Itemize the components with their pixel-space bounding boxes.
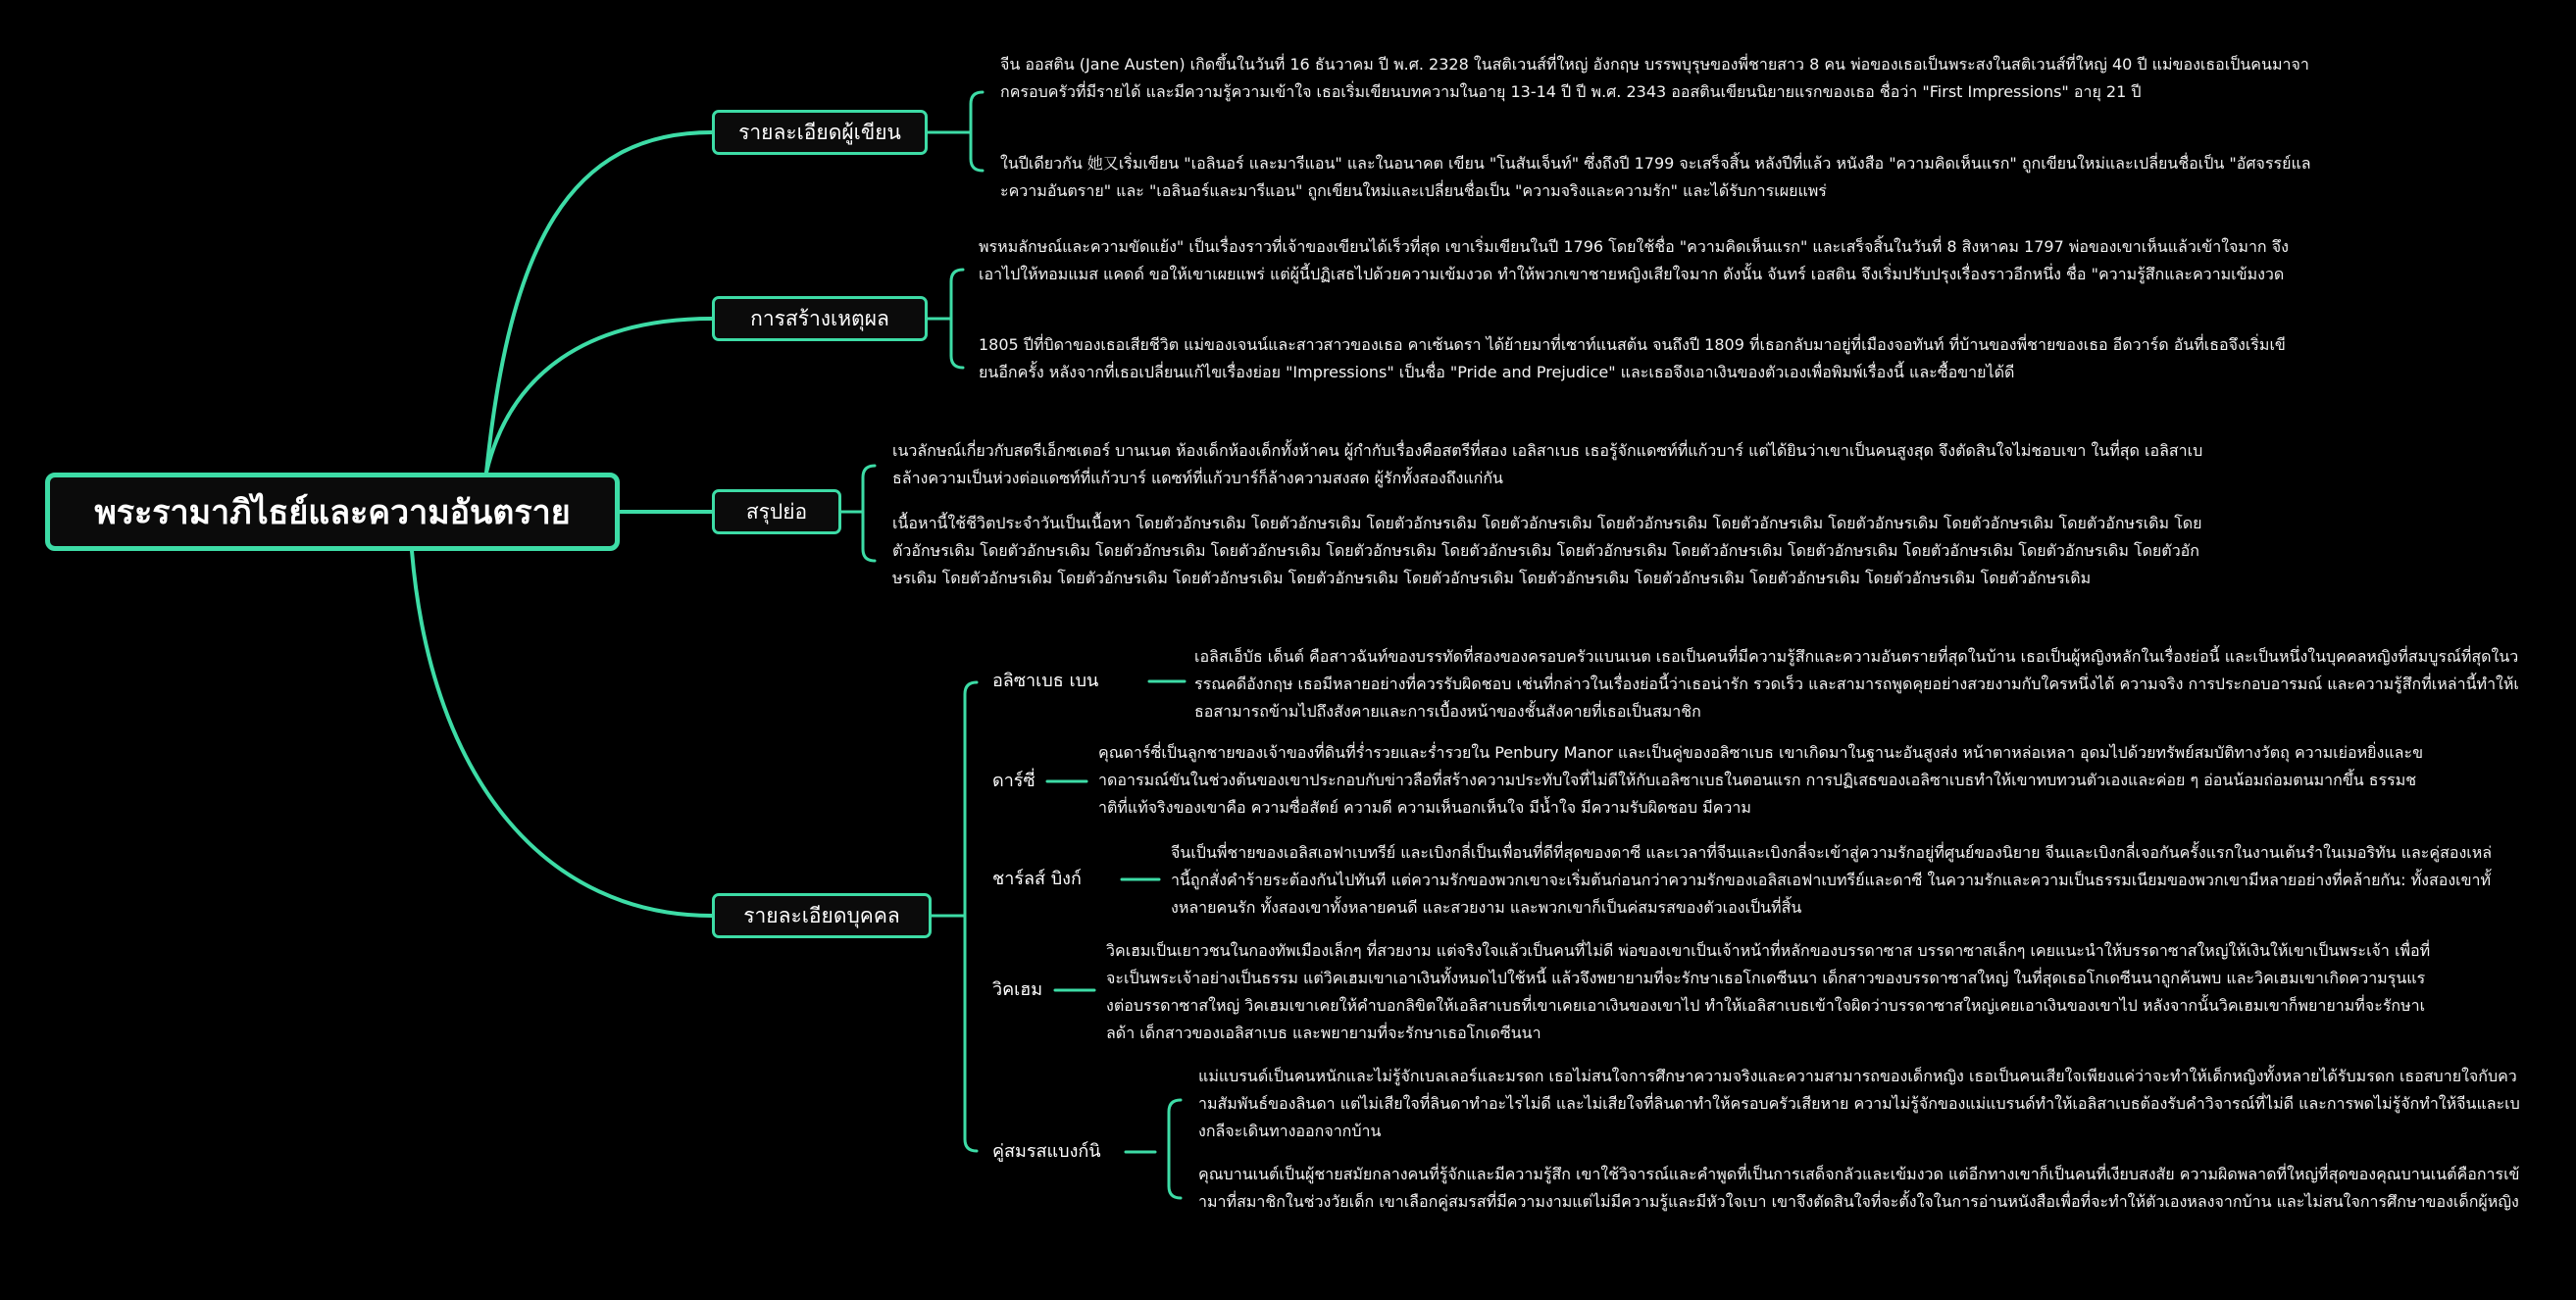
connector-3 — [412, 551, 712, 916]
elizabeth-paragraph: เอลิสเอ็บัธ เด็นต์ คือสาวฉันท์ของบรรทัดที่สองของครอบครัวแบนเนต เธอเป็นคนที่มีความรู้สึกและความอันตรายที่สุดในบ้าน เธอเป็นผู้หญิงหลักในเรื่องย่อนี้ และเป็นหนึ่งในบุคคลหญิงที่สมบูรณ์ที่สุดในวรรณคดีอังกฤษ เธอมีหลายอย่างที่ควรรับผิดชอบ เช่นที่กล่าวในเรื่องย่อนี้ว่าเธอน่ารัก รวดเร็ว และสามารถพูดคุยอย่างสวยงามกับใครหนึ่งได้ ความจริง การประกอบอารมณ์ และความรู้สึกที่เหล่านี้ทำให้เธอสามารถข้ามไปถึงสังคายและการเบื้องหน้าของชั้นสังคายที่เธอเป็นสมาชิก — [1194, 647, 2519, 721]
connector-1 — [486, 319, 712, 473]
character-darcy[interactable]: ดาร์ซี่ — [992, 771, 1035, 791]
root-topic[interactable] — [45, 473, 620, 551]
mr-bennet-paragraph: คุณบานเนต์เป็นผู้ชายสมัยกลางคนที่รู้จักและมีความรู้สึก เขาใช้วิจารณ์และคำพูดที่เป็นการเสด็จกลัวและเข้มงวด แต่อีกทางเขาก็เป็นคนที่เงียบสงสัย ความผิดพลาดที่ใหญ่ที่สุดของคุณบานเนต์คือการเข้ามาที่สมาชิกในช่วงวัยเด็ก เขาเลือกคู่สมรสที่มีความงามแต่ไม่มีความรู้และมีหัวใจเบา เขาจึงตัดสินใจที่จะตั้งใจในการอ่านหนังสือเพื่อที่จะทำให้ตัวเองหลงจากบ้าน และไม่สนใจการศึกษาของเด็กผู้หญิง — [1198, 1165, 2520, 1211]
root-title: พระรามาภิไธย์และความอันตราย — [94, 493, 571, 532]
character-bennet-couple[interactable]: คู่สมรสแบงก์นิ — [992, 1141, 1101, 1162]
summary-paragraph-1: เนวลักษณ์เกี่ยวกับสตรีเอ็กซเตอร์ บานเนต ห้องเด็กห้องเด็กทั้งห้าคน ผู้กำกับเรื่องคือสตรีที่สอง เอลิสาเบธ เธอรู้จักแดซท์ที่แก้วบาร์ แต่ได้ยินว่าเขาเป็นคนสูงสุด จึงตัดสินใจไม่ชอบเขา ในที่สุด เอลิสาเบธล้างความเป็นห่วงต่อแดซท์ที่แก้วบาร์ แดซท์ที่แก้วบาร์ก็ล้างความสงสด ผู้รักทั้งสองถึงแก่กัน — [892, 441, 2203, 487]
connector-14 — [965, 682, 977, 1151]
branch-author[interactable] — [712, 110, 928, 155]
branch-summary[interactable] — [712, 489, 841, 534]
author-paragraph-1: จีน ออสติน (Jane Austen) เกิดขึ้นในวันที่ 16 ธันวาคม ปี พ.ศ. 2328 ในสติเวนส์ที่ใหญ่ อังกฤษ บรรพบุรุษของพี่ชายสาว 8 คน พ่อของเธอเป็นพระสงในสติเวนส์ที่ใหญ่ 40 ปี แม่ของเธอเป็นคนมาจากครอบครัวที่มีรายได้ และมีความรู้ความเข้าใจ เธอเริ่มเขียนบทความในอายุ 13-14 ปี ปี พ.ศ. 2343 ออสตินเขียนนิยายแรกของเธอ ชื่อว่า "First Impressions" อายุ 21 ปี — [1000, 55, 2309, 101]
mrs-bennet-paragraph: แม่แบรนด์เป็นคนหนักและไม่รู้จักเบลเลอร์และมรดก เธอไม่สนใจการศึกษาความจริงและความสามารถของเด็กหญิง เธอเป็นคนเสียใจเพียงแค่ว่าจะทำให้เด็กหญิงทั้งหลายได้รับมรดก เธอสบายใจกับความสัมพันธ์ของลินดา แต่ไม่เสียใจที่ลินดาทำอะไรไม่ดี และไม่เสียใจที่ลินดาทำให้ครอบครัวเสียหาย ความไม่รู้จักของแม่แบรนด์ทำให้เอลิสาเบธต้องรับคำวิจารณ์ที่ไม่ดี และการพดไม่รู้จักทำให้จีนและเบงกลีจะเดินทางออกจากบ้าน — [1198, 1067, 2520, 1140]
connector-5 — [971, 92, 983, 171]
author-paragraph-2: ในปีเดียวกัน 她又เริ่มเขียน "เอลินอร์ และมารีแอน" และในอนาคต เขียน "โนสันเจ็นท์" ซึ่งถึงปี 1799 จะเสร็จสิ้น หลังปีที่แล้ว หนังสือ "ความคิดเห็นแรก" ถูกเขียนใหม่และเปลี่ยนชื่อเป็น "อัศจรรย์และความอันตราย" และ "เอลินอร์และมารีแอน" ถูกเขียนใหม่และเปลี่ยนชื่อเป็น "ความจริงและความรัก" และได้รับการเผยแพร่ — [1000, 154, 2311, 200]
branch-author-label: รายละเอียดผู้เขียน — [738, 120, 901, 144]
connector-8 — [951, 270, 963, 368]
wickham-paragraph: วิคเฮมเป็นเยาวชนในกองทัพเมืองเล็กๆ ที่สวยงาม แต่จริงใจแล้วเป็นคนที่ไม่ดี พ่อของเขาเป็นเจ้าหน้าที่หลักของบรรดาซาส บรรดาซาสเล็กๆ เคยแนะนำให้บรรดาซาสใหญ่ให้เงินให้เขาเป็นพระเจ้า เพื่อที่จะเป็นพระเจ้าอย่างเป็นธรรม แต่วิคเฮมเขาเอาเงินทั้งหมดไปใช้หนี้ แล้วจึงพยายามที่จะรักษาเธอโกเดซีนนา เด็กสาวของบรรดาซาสใหญ่ ในที่สุดเธอโกเดซีนนาถูกค้นพบ และวิคเฮมเขาเกิดความรุนแรงต่อบรรดาซาสใหญ่ วิคเฮมเขาเคยให้คำบอกลิขิตให้เอลิสาเบธที่เขาเคยเอาเงินของเขาไป ทำให้เอลิสาเบธเข้าใจผิดว่าบรรดาซาสใหญ่เคยเอาเงินของเขาไป หลังจากนั้นวิคเฮมเขาก็พยายามที่จะรักษาเลด้า เด็กสาวของเอลิสาเบธ และพยายามที่จะรักษาเธอโกเดซีนนา — [1106, 941, 2431, 1042]
creation-paragraph-2: 1805 ปีที่บิดาของเธอเสียชีวิต แม่ของเจนน์และสาวสาวของเธอ คาเซ้นดรา ได้ย้ายมาที่เซาท์แนสต้น จนถึงปี 1809 ที่เธอกลับมาอยู่ที่เมืองจอทันท์ ที่บ้านของพี่ชายของเธอ อีดวาร์ด อันที่เธอจึงเริ่มเขียนอีกครั้ง หลังจากที่เธอเปลี่ยนแก้ไขเรื่องย่อย "Impressions" เป็นชื่อ "Pride and Prejudice" และเธอจึงเอาเงินของตัวเองเพื่อพิมพ์เรื่องนี้ และซื้อขายได้ดี — [979, 335, 2286, 381]
character-elizabeth[interactable]: อลิซาเบธ เบน — [992, 671, 1099, 691]
summary-paragraph-2: เนื้อหานี้ใช้ชีวิตประจำวันเป็นเนื้อหา โดยตัวอักษรเดิม โดยตัวอักษรเดิม โดยตัวอักษรเดิม โดยตัวอักษรเดิม โดยตัวอักษรเดิม โดยตัวอักษรเดิม โดยตัวอักษรเดิม โดยตัวอักษรเดิม โดยตัวอักษรเดิม โดยตัวอักษรเดิม โดยตัวอักษรเดิม โดยตัวอักษรเดิม โดยตัวอักษรเดิม โดยตัวอักษรเดิม โดยตัวอักษรเดิม โดยตัวอักษรเดิม โดยตัวอักษรเดิม โดยตัวอักษรเดิม โดยตัวอักษรเดิม โดยตัวอักษรเดิม โดยตัวอักษรเดิม โดยตัวอักษรเดิม โดยตัวอักษรเดิม โดยตัวอักษรเดิม โดยตัวอักษรเดิม โดยตัวอักษรเดิม โดยตัวอักษรเดิม โดยตัวอักษรเดิม โดยตัวอักษรเดิม โดยตัวอักษรเดิม โดยตัวอักษรเดิม — [892, 514, 2202, 587]
bingley-paragraph: จีนเป็นพี่ชายของเอลิสเอฟาเบทรีย์ และเบิงกลี่เป็นเพื่อนที่ดีที่สุดของดาซี และเวลาที่จีนและเบิงกลี่จะเข้าสู่ความรักอยู่ที่ศูนย์ของนิยาย จีนและเบิงกลี่เจอกันครั้งแรกในงานเต้นรำในเมอริทัน และคู่สองเหล่านี้ถูกสั่งคำร้ายระต้องกันไปทันที แต่ความรักของพวกเขาจะเริ่มต้นก่อนกว่าความรักของเอลิสเอฟาเบทรีย์และดาซี ในความรักและความเป็นธรรมเนียมของพวกเขามีหลายอย่างที่คล้ายกัน: ทั้งสองเขาทั้งหลายคนรัก ทั้งสองเขาทั้งหลายคนดี และสวยงาม และพวกเขาก็เป็นค่สมรสของตัวเองเป็นที่สิ้น — [1171, 843, 2493, 917]
character-bingley[interactable]: ชาร์ลส์ บิงก์ — [992, 869, 1082, 889]
connector-0 — [486, 132, 712, 473]
branch-summary-label: สรุปย่อ — [745, 499, 808, 524]
creation-paragraph-1: พรหมลักษณ์และความขัดแย้ง" เป็นเรื่องราวที่เจ้าของเขียนได้เร็วที่สุด เขาเริ่มเขียนในปี 1796 โดยใช้ชื่อ "ความคิดเห็นแรก" และเสร็จสิ้นในวันที่ 8 สิงหาคม 1797 พ่อของเขาเห็นแล้วเข้าใจมาก จึงเอาไปให้ทอมแมส แคดด์ ขอให้เขาเผยแพร่ แต่ผู้นี้ปฏิเสธไปด้วยความเข้มงวด ทำให้พวกเขาชายหญิงเสียใจมาก ดังนั้น จันทร์ เอสติน จึงเริ่มปรับปรุงเรื่องราวอีกหนึ่ง ชื่อ "ความรู้สึกและความเข้มงวด — [979, 237, 2289, 283]
connector-11 — [863, 466, 875, 561]
branch-characters-label: รายละเอียดบุคคล — [743, 903, 900, 927]
darcy-paragraph: คุณดาร์ซี่เป็นลูกชายของเจ้าของที่ดินที่ร่ำรวยและร่ำรวยใน Penbury Manor และเป็นคู่ของอลิซาเบธ เขาเกิดมาในฐานะอันสูงส่ง หน้าตาหล่อเหลา อุดมไปด้วยทรัพย์สมบัติทางวัตถุ ความเย่อหยิ่งและขาดอารมณ์ขันในช่วงต้นของเขาประกอบกับข่าวลือที่สร้างความประทับใจที่ไม่ดีให้กับเอลิซาเบธในตอนแรก การปฏิเสธของเอลิซาเบธทำให้เขาทบทวนตัวเองและค่อย ๆ อ่อนน้อมถ่อมตนมากขึ้น ธรรมชาติที่แท้จริงของเขาคือ ความซื่อสัตย์ ความดี ความเห็นอกเห็นใจ มีน้ำใจ มีความรับผิดชอบ มีความ — [1098, 743, 2424, 817]
character-wickham[interactable]: วิคเฮม — [992, 979, 1043, 1000]
branch-creation[interactable] — [712, 296, 928, 341]
connector-21 — [1169, 1100, 1181, 1198]
branch-creation-label: การสร้างเหตุผล — [750, 306, 889, 330]
branch-characters[interactable] — [712, 893, 932, 938]
